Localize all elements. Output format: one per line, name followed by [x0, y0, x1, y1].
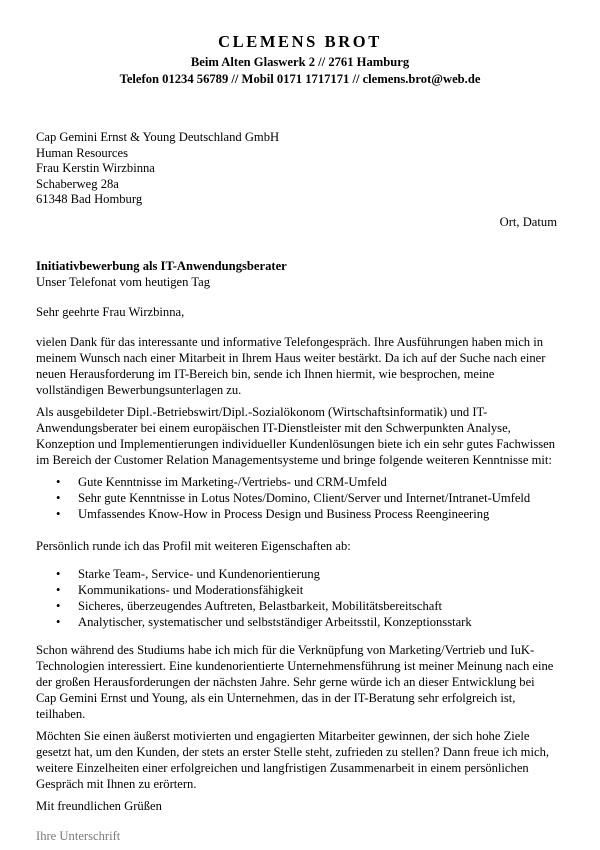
- recipient-line: 61348 Bad Homburg: [36, 192, 143, 207]
- bullet-icon: •: [56, 615, 61, 629]
- paragraph-line: Möchten Sie einen äußerst motivierten und engagierten Mitarbeiter gewinnen, der sich hohe Ziele: [36, 729, 530, 743]
- paragraph-line: neuen Herausforderung im IT-Bereich bin, sende ich Ihnen hiermit, wie besprochen, meine: [36, 367, 495, 381]
- list-item: • Sehr gute Kenntnisse in Lotus Notes/Domino, Client/Server und Internet/Intranet-Umfeld: [56, 491, 531, 505]
- list-item: • Umfassendes Know-How in Process Design und Business Process Reengineering: [56, 507, 490, 521]
- bullet-icon: •: [56, 599, 61, 613]
- paragraph-line: weitere Einzelheiten einer erfolgreichen und langfristigen Zusammenarbeit in einem persönlichen: [36, 761, 529, 775]
- subject-reference: Unser Telefonat vom heutigen Tag: [36, 275, 211, 289]
- bullet-icon: •: [56, 491, 61, 505]
- list-item: • Kommunikations- und Moderationsfähigkeit: [56, 583, 304, 597]
- paragraph-line: vollständigen Bewerbungsunterlagen zu.: [36, 383, 242, 397]
- paragraph-line: teilhaben.: [36, 707, 86, 721]
- paragraph-line: Technologien interessiert. Eine kundenorientierte Unternehmensführung ist meiner Meinung nach eine: [36, 659, 554, 673]
- recipient-line: Schaberweg 28a: [36, 176, 119, 191]
- paragraph-line: meinem Wunsch nach einer Mitarbeit in Ihrem Haus weiter bestärkt. Da ich auf der Suche nach einer: [36, 351, 546, 365]
- subject-title: Initiativbewerbung als IT-Anwendungsberater: [36, 259, 287, 273]
- paragraph-line: Gespräch mit Ihnen zu erörtern.: [36, 777, 197, 791]
- bullet-icon: •: [56, 567, 61, 581]
- paragraph-closing: [36, 728, 564, 792]
- list-item: • Gute Kenntnisse im Marketing-/Vertriebs- und CRM-Umfeld: [56, 475, 387, 489]
- paragraph-line: gesetzt hat, um den Kunden, der stets an erster Stelle steht, zufrieden zu stellen? Dann freue ich mich,: [36, 745, 550, 759]
- recipient-address: [36, 129, 279, 207]
- paragraph-line: vielen Dank für das interessante und informative Telefongespräch. Ihre Ausführungen haben mich in: [36, 335, 544, 349]
- paragraph-line: Schon während des Studiums habe ich mich für die Verknüpfung von Marketing/Vertrieb und IuK-: [36, 643, 535, 657]
- paragraph-intro: [36, 334, 564, 398]
- date-line: Ort, Datum: [499, 215, 557, 229]
- bullet-icon: •: [56, 507, 61, 521]
- skills-list: [36, 474, 530, 522]
- traits-intro: Persönlich runde ich das Profil mit weiteren Eigenschaften ab:: [36, 539, 351, 553]
- sender-name: CLEMENS BROT: [218, 32, 382, 51]
- paragraph-motivation: [36, 642, 564, 722]
- bullet-icon: •: [56, 475, 61, 489]
- paragraph-line: Konzeption und Implementierungen individueller Kundenlösungen biete ich ein sehr gutes Fachwissen: [36, 437, 556, 451]
- list-item: • Analytischer, systematischer und selbstständiger Arbeitsstil, Konzeptionsstark: [56, 615, 472, 629]
- list-item: • Sicheres, überzeugendes Auftreten, Belastbarkeit, Mobilitätsbereitschaft: [56, 599, 443, 613]
- sender-address: Beim Alten Glaswerk 2 // 2761 Hamburg: [190, 55, 410, 69]
- recipient-line: Cap Gemini Ernst & Young Deutschland GmbH: [36, 130, 280, 144]
- sender-contact: Telefon 01234 56789 // Mobil 0171 1717171 // clemens.brot@web.de: [119, 72, 481, 86]
- recipient-line: Frau Kerstin Wirzbinna: [36, 161, 155, 176]
- salutation: Sehr geehrte Frau Wirzbinna,: [36, 305, 185, 319]
- recipient-line: Human Resources: [36, 145, 128, 160]
- paragraph-line: Cap Gemini Ernst und Young, als ein Unternehmen, das in der IT-Beratung sehr erfolgreich ist,: [36, 691, 516, 705]
- list-item: • Starke Team-, Service- und Kundenorientierung: [56, 567, 320, 581]
- paragraph-line: der großen Herausforderungen der nächsten Jahre. Sehr gerne würde ich an dieser Entwicklung bei: [36, 675, 535, 689]
- subject-block: [36, 258, 287, 290]
- paragraph-line: Als ausgebildeter Dipl.-Betriebswirt/Dipl.-Sozialökonom (Wirtschaftsinformatik) und IT-: [36, 405, 488, 419]
- traits-list: [36, 566, 472, 630]
- paragraph-line: im Bereich der Customer Relation Managementsysteme und bringe folgende weiteren Kenntnisse mit:: [36, 453, 552, 467]
- paragraph-qualifications: [36, 404, 564, 468]
- signature-placeholder: Ihre Unterschrift: [36, 829, 121, 843]
- closing-formula: Mit freundlichen Grüßen: [36, 799, 162, 813]
- bullet-icon: •: [56, 583, 61, 597]
- paragraph-line: Anwendungsberater bei einem europäischen IT-Dienstleister mit den Schwerpunkten Analyse,: [36, 421, 511, 435]
